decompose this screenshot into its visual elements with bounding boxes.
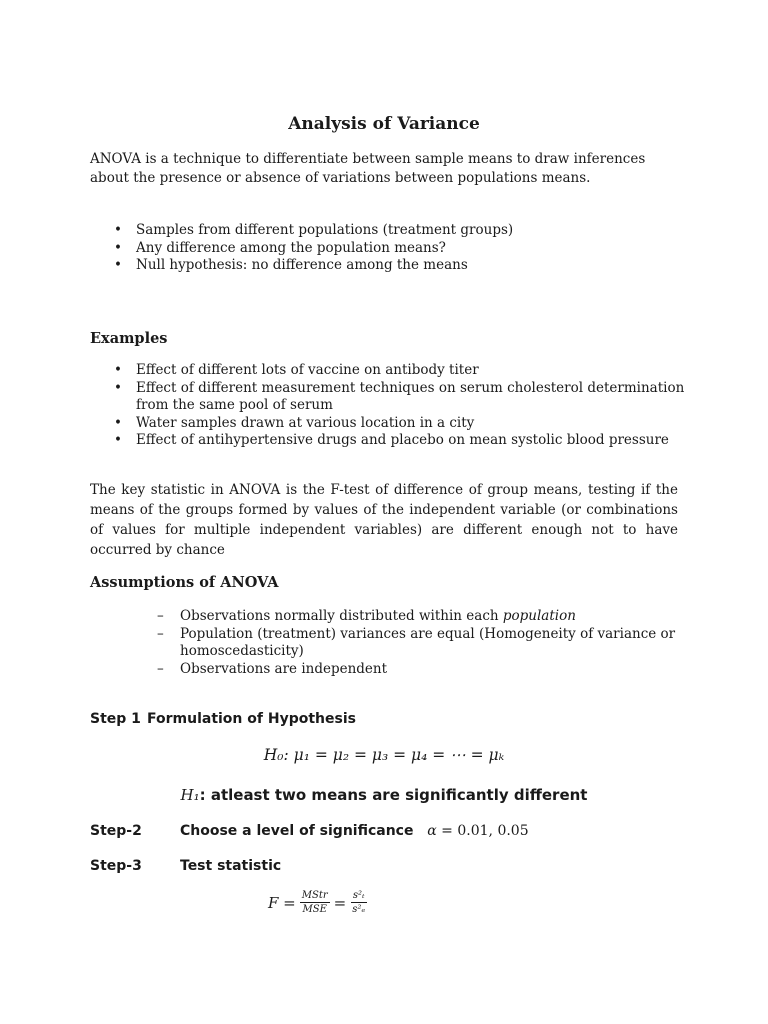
fraction-numerator: MStr <box>301 890 328 901</box>
list-item: • Effect of different measurement techniques on serum cholesterol determination from the same pool of serum <box>90 380 690 415</box>
step2-label: Step-2 <box>90 823 142 839</box>
key-statistic-paragraph: The key statistic in ANOVA is the F-test of difference of group means, testing if the means of the groups formed by values of the independent variable (or combinations of values for multiple independent variables) are different enough not to have occurred by chance <box>90 482 678 558</box>
list-item <box>90 608 690 626</box>
fraction-numerator: s²ₜ <box>352 890 365 901</box>
step2-title: Choose a level of significance <box>180 823 414 839</box>
overview-bullet-list <box>90 222 690 275</box>
list-item: • Null hypothesis: no difference among the means <box>90 257 690 275</box>
alpha-equation <box>418 823 528 839</box>
examples-heading: Examples <box>90 330 168 347</box>
mstr-mse-fraction <box>300 890 330 915</box>
h1-text: : atleast two means are significantly different <box>199 786 588 804</box>
fraction-denominator: s²ₑ <box>352 904 366 915</box>
fraction-denominator: MSE <box>302 904 327 915</box>
list-item: • Water samples drawn at various location in a city <box>90 415 690 433</box>
step2-heading <box>90 823 529 839</box>
step1-title: Formulation of Hypothesis <box>147 711 356 727</box>
step1-label: Step 1 <box>90 711 141 727</box>
step1-heading <box>90 711 356 727</box>
assumption-text: Observations normally distributed within each <box>180 608 503 624</box>
f-statistic-formula <box>268 890 371 915</box>
intro-paragraph: ANOVA is a technique to differentiate between sample means to draw inferences about the presence or absence of variations between populations means. <box>90 151 646 186</box>
alpha-value: = 0.01, 0.05 <box>436 823 529 839</box>
assumptions-heading: Assumptions of ANOVA <box>90 574 279 591</box>
examples-bullet-list <box>90 362 690 450</box>
step3-title: Test statistic <box>180 858 282 874</box>
list-item: • Effect of different lots of vaccine on antibody titer <box>90 362 690 380</box>
h1-symbol: H₁ <box>180 786 200 804</box>
list-item: • Samples from different populations (treatment groups) <box>90 222 690 240</box>
alpha-symbol: α <box>427 823 437 839</box>
equals-sign: = <box>333 893 347 912</box>
list-item: • Effect of antihypertensive drugs and placebo on mean systolic blood pressure <box>90 432 690 450</box>
step3-heading <box>90 858 281 874</box>
list-item: – Observations are independent <box>90 661 690 679</box>
alternative-hypothesis <box>0 786 768 804</box>
page-title: Analysis of Variance <box>288 114 480 134</box>
f-lhs: F = <box>268 893 296 912</box>
variance-fraction <box>350 890 367 915</box>
list-item: • Any difference among the population means? <box>90 240 690 258</box>
step3-label: Step-3 <box>90 858 142 874</box>
null-hypothesis-equation: H₀: μ₁ = μ₂ = μ₃ = μ₄ = ⋯ = μₖ <box>263 746 505 764</box>
list-item: – Population (treatment) variances are equal (Homogeneity of variance or homoscedasticity) <box>90 626 690 661</box>
assumptions-list <box>90 608 690 678</box>
assumption-emphasis: population <box>502 608 576 624</box>
